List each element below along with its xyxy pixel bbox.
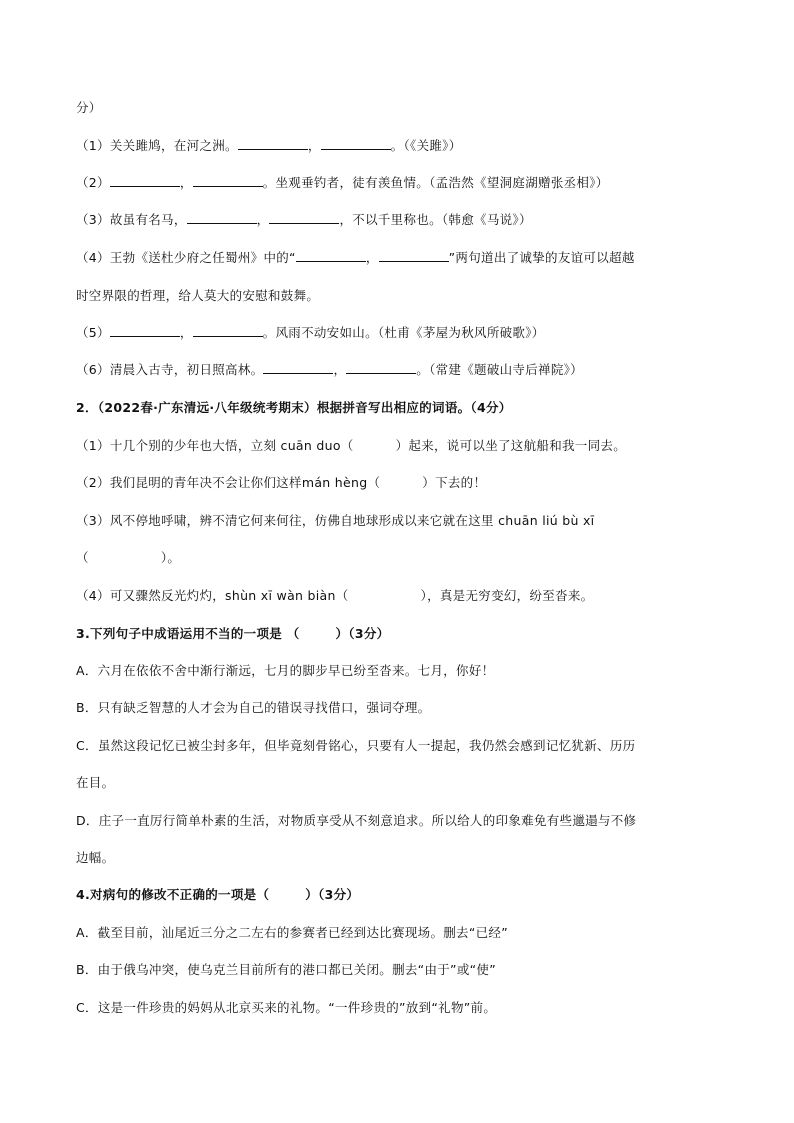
text: C．虽然这段记忆已被尘封多年，但毕竟刻骨铭心，只要有人一提起，我仍然会感到记忆犹新、历历	[76, 738, 636, 753]
q4-option-c	[76, 998, 496, 1016]
answer-blank[interactable]	[379, 249, 449, 262]
q4-title	[76, 885, 359, 903]
q1-item-4	[76, 248, 635, 266]
text: 。（常建《题破山寺后禅院》）	[416, 362, 583, 377]
q3-option-d-cont	[76, 848, 114, 866]
answer-blank[interactable]	[110, 174, 180, 187]
text: A．截至目前，汕尾近三分之二左右的参赛者已经到达比赛现场。删去“已经”	[76, 925, 509, 940]
text: ，	[179, 175, 193, 190]
text: ）起来，说可以坐了这航船和我一同去。	[395, 438, 626, 453]
text: （3）故虽有名马，	[76, 212, 187, 227]
answer-blank[interactable]	[193, 174, 263, 187]
q3-option-c	[76, 736, 635, 754]
answer-blank[interactable]	[238, 137, 308, 150]
text: 边幅。	[76, 850, 115, 865]
text: （	[76, 550, 89, 565]
answer-blank[interactable]	[193, 324, 263, 337]
text: （2）我们昆明的青年决不会让你们这样mán hèng（	[76, 475, 381, 490]
text: ”两句道出了诚挚的友谊可以超越	[448, 250, 635, 265]
q2-item-3-cont	[76, 548, 180, 566]
text: 时空界限的哲理，给人莫大的安慰和鼓舞。	[76, 288, 320, 303]
text: ，	[365, 250, 379, 265]
text: ，不以千里称也。（韩愈《马说》）	[339, 212, 532, 227]
text: 分）	[76, 100, 102, 115]
answer-blank[interactable]	[296, 249, 366, 262]
text: ）（3分）	[335, 626, 390, 641]
q2-item-4	[76, 586, 593, 604]
text: C．这是一件珍贵的妈妈从北京买来的礼物。“一件珍贵的”放到“礼物”前。	[76, 1000, 497, 1015]
text: ）（3分）	[305, 887, 360, 902]
text: 2．（2022春·广东清远·八年级统考期末）根据拼音写出相应的词语。（4分）	[76, 400, 512, 415]
answer-blank[interactable]	[321, 137, 391, 150]
text: ，	[333, 362, 347, 377]
text: ，	[256, 212, 270, 227]
q2-item-3	[76, 511, 594, 529]
text: ）下去的！	[422, 475, 487, 490]
text: ），真是无穷变幻，纷至沓来。	[420, 588, 594, 603]
q1-item-1	[76, 136, 462, 154]
text: （4）王勃《送杜少府之任蜀州》中的“	[76, 250, 296, 265]
answer-blank[interactable]	[187, 211, 257, 224]
text: 。（《关雎》）	[390, 138, 462, 153]
q2-title	[76, 398, 512, 416]
text: （1）十几个别的少年也大悟，立刻 cuān duo（	[76, 438, 354, 453]
q4-option-b	[76, 960, 496, 978]
q1-item-3	[76, 210, 532, 228]
q3-option-a	[76, 661, 494, 679]
answer-blank[interactable]	[110, 324, 180, 337]
q3-option-d	[76, 811, 636, 829]
text: ，	[307, 138, 321, 153]
text: （1）关关雎鸠，在河之洲。	[76, 138, 238, 153]
answer-blank[interactable]	[263, 361, 333, 374]
text: 。风雨不动安如山。（杜甫《茅屋为秋风所破歌》）	[262, 325, 545, 340]
text: ，	[179, 325, 193, 340]
text: （3）风不停地呼啸，辨不清它何来何往，仿佛自地球形成以来它就在这里 chuān liú bù xī	[76, 513, 595, 528]
text: B．只有缺乏智慧的人才会为自己的错误寻找借口，强词夺理。	[76, 700, 431, 715]
q3-option-c-cont	[76, 773, 114, 791]
text: （2）	[76, 175, 110, 190]
text: （5）	[76, 325, 110, 340]
q3-title	[76, 624, 389, 642]
q1-item-6	[76, 360, 583, 378]
q2-item-1	[76, 436, 626, 454]
text: ）。	[160, 550, 181, 565]
text: A．六月在依依不舍中渐行渐远，七月的脚步早已纷至沓来。七月，你好！	[76, 663, 495, 678]
continuation-text	[76, 98, 102, 116]
text: 。坐观垂钓者，徒有羡鱼情。（孟浩然《望洞庭湖赠张丞相》）	[262, 175, 609, 190]
q1-item-5	[76, 323, 545, 341]
text: 4.对病句的修改不正确的一项是（	[76, 887, 270, 902]
text: D．庄子一直厉行简单朴素的生活，对物质享受从不刻意追求。所以给人的印象难免有些邋遢与不修	[76, 813, 637, 828]
q3-option-b	[76, 698, 430, 716]
q2-item-2	[76, 473, 486, 491]
q1-item-4-cont	[76, 286, 319, 304]
text: B．由于俄乌冲突，使乌克兰目前所有的港口都已关闭。删去“由于”或“使”	[76, 962, 496, 977]
answer-blank[interactable]	[346, 361, 416, 374]
text: 在目。	[76, 775, 115, 790]
text: （6）清晨入古寺，初日照高林。	[76, 362, 264, 377]
q1-item-2	[76, 173, 609, 191]
answer-blank[interactable]	[269, 211, 339, 224]
text: 3.下列句子中成语运用不当的一项是 （	[76, 626, 300, 641]
q4-option-a	[76, 923, 508, 941]
text: （4）可又骤然反光灼灼，shùn xī wàn biàn（	[76, 588, 349, 603]
